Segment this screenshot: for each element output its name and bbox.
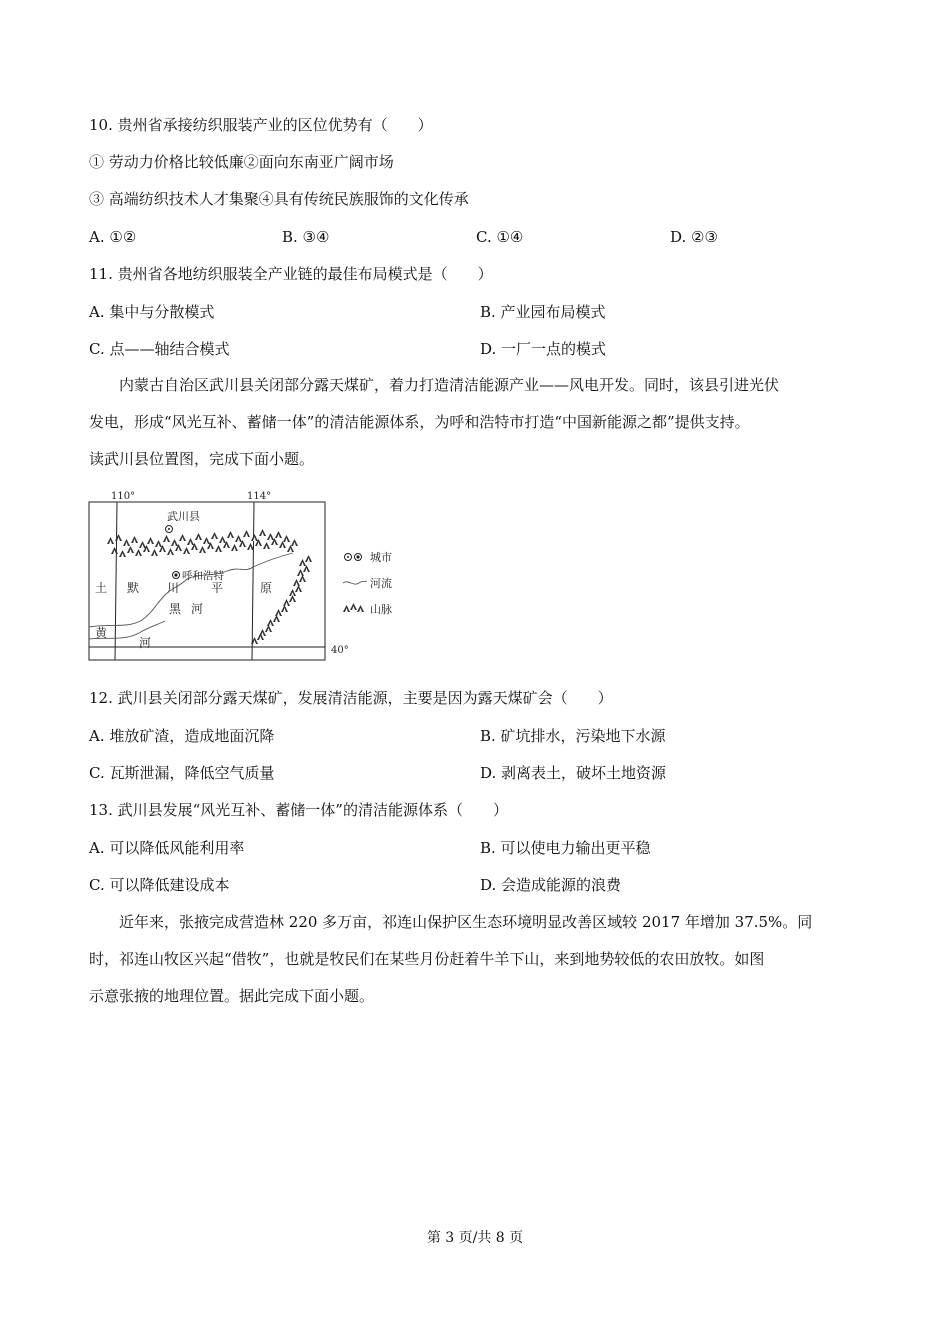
legend-mountain-label: 山脉 bbox=[370, 603, 392, 616]
passage-zhangye-line-1: 近年来，张掖完成营造林 220 多万亩，祁连山保护区生态环境明显改善区域较 2017 年增加 37.5%。同 bbox=[119, 913, 813, 931]
legend-city-label: 城市 bbox=[370, 551, 392, 564]
q10-option-d: D. ②③ bbox=[670, 228, 718, 246]
label-heihe-hei: 黑 bbox=[169, 602, 182, 616]
q11-stem: 11. 贵州省各地纺织服装全产业链的最佳布局模式是（ ） bbox=[89, 265, 493, 283]
mountain-range-east-icon bbox=[251, 555, 312, 644]
passage-wuchuan-line-2: 发电，形成“风光互补、蓄储一体”的清洁能源体系，为呼和浩特市打造“中国新能源之都”提供支持。 bbox=[89, 413, 750, 431]
label-lon-110: 110° bbox=[111, 491, 136, 502]
label-plain-yuan: 原 bbox=[260, 581, 273, 595]
label-wuchuan: 武川县 bbox=[167, 510, 200, 523]
q11-option-a: A. 集中与分散模式 bbox=[89, 303, 215, 321]
legend-mountain-icon bbox=[343, 603, 364, 612]
q10-stem: 10. 贵州省承接纺织服装产业的区位优势有（ ） bbox=[89, 116, 433, 134]
legend-river-label: 河流 bbox=[370, 577, 392, 590]
label-plain-tu: 土 bbox=[95, 581, 108, 595]
q13-stem: 13. 武川县发展“风光互补、蓄储一体”的清洁能源体系（ ） bbox=[89, 801, 508, 819]
label-huanghe-he: 河 bbox=[139, 636, 152, 650]
q10-statement-1: ① 劳动力价格比较低廉②面向东南亚广阔市场 bbox=[89, 153, 394, 171]
passage-wuchuan-line-3: 读武川县位置图，完成下面小题。 bbox=[89, 450, 315, 468]
longitude-114-line bbox=[252, 502, 254, 660]
mountain-range-north-icon bbox=[107, 529, 298, 557]
page-number-footer: 第 3 页/共 8 页 bbox=[426, 1230, 524, 1246]
q12-stem: 12. 武川县关闭部分露天煤矿，发展清洁能源，主要是因为露天煤矿会（ ） bbox=[89, 689, 613, 707]
label-lon-114: 114° bbox=[247, 491, 272, 502]
q11-option-b: B. 产业园布局模式 bbox=[480, 303, 606, 321]
passage-zhangye-line-3: 示意张掖的地理位置。据此完成下面小题。 bbox=[89, 987, 375, 1005]
label-heihe-he: 河 bbox=[191, 602, 204, 616]
q10-option-a: A. ①② bbox=[89, 228, 137, 246]
label-plain-ping: 平 bbox=[211, 581, 224, 595]
label-plain-mo: 默 bbox=[127, 581, 140, 595]
q11-option-c: C. 点——轴结合模式 bbox=[89, 340, 230, 358]
label-lat-40: 40° bbox=[331, 645, 349, 656]
q11-option-d: D. 一厂一点的模式 bbox=[480, 340, 607, 358]
passage-wuchuan bbox=[89, 367, 879, 478]
longitude-110-line bbox=[115, 502, 117, 660]
passage-zhangye bbox=[89, 904, 879, 1015]
q12-option-b: B. 矿坑排水，污染地下水源 bbox=[480, 727, 666, 745]
q13-option-b: B. 可以使电力输出更平稳 bbox=[480, 839, 651, 857]
label-hohhot: 呼和浩特 bbox=[182, 570, 224, 582]
q10-option-b: B. ③④ bbox=[282, 228, 330, 246]
label-plain-chuan: 川 bbox=[167, 581, 180, 595]
q12-option-d: D. 剥离表土，破坏土地资源 bbox=[480, 764, 667, 782]
q12-option-c: C. 瓦斯泄漏，降低空气质量 bbox=[89, 764, 275, 782]
q12-option-a: A. 堆放矿渣，造成地面沉降 bbox=[89, 727, 275, 745]
map-legend bbox=[343, 551, 392, 616]
passage-zhangye-line-2: 时，祁连山牧区兴起“借牧”，也就是牧民们在某些月份赶着牛羊下山，来到地势较低的农田放牧。如图 bbox=[89, 950, 765, 968]
q13-option-d: D. 会造成能源的浪费 bbox=[480, 876, 622, 894]
wuchuan-location-map bbox=[87, 487, 417, 667]
label-huanghe-huang: 黄 bbox=[95, 626, 108, 640]
passage-wuchuan-line-1: 内蒙古自治区武川县关闭部分露天煤矿，着力打造清洁能源产业——风电开发。同时，该县引进光伏 bbox=[119, 376, 780, 394]
q13-option-c: C. 可以降低建设成本 bbox=[89, 876, 230, 894]
q13-option-a: A. 可以降低风能利用率 bbox=[89, 839, 245, 857]
q10-statement-2: ③ 高端纺织技术人才集聚④具有传统民族服饰的文化传承 bbox=[89, 190, 469, 208]
q10-option-c: C. ①④ bbox=[476, 228, 524, 246]
legend-river-icon bbox=[343, 581, 367, 584]
